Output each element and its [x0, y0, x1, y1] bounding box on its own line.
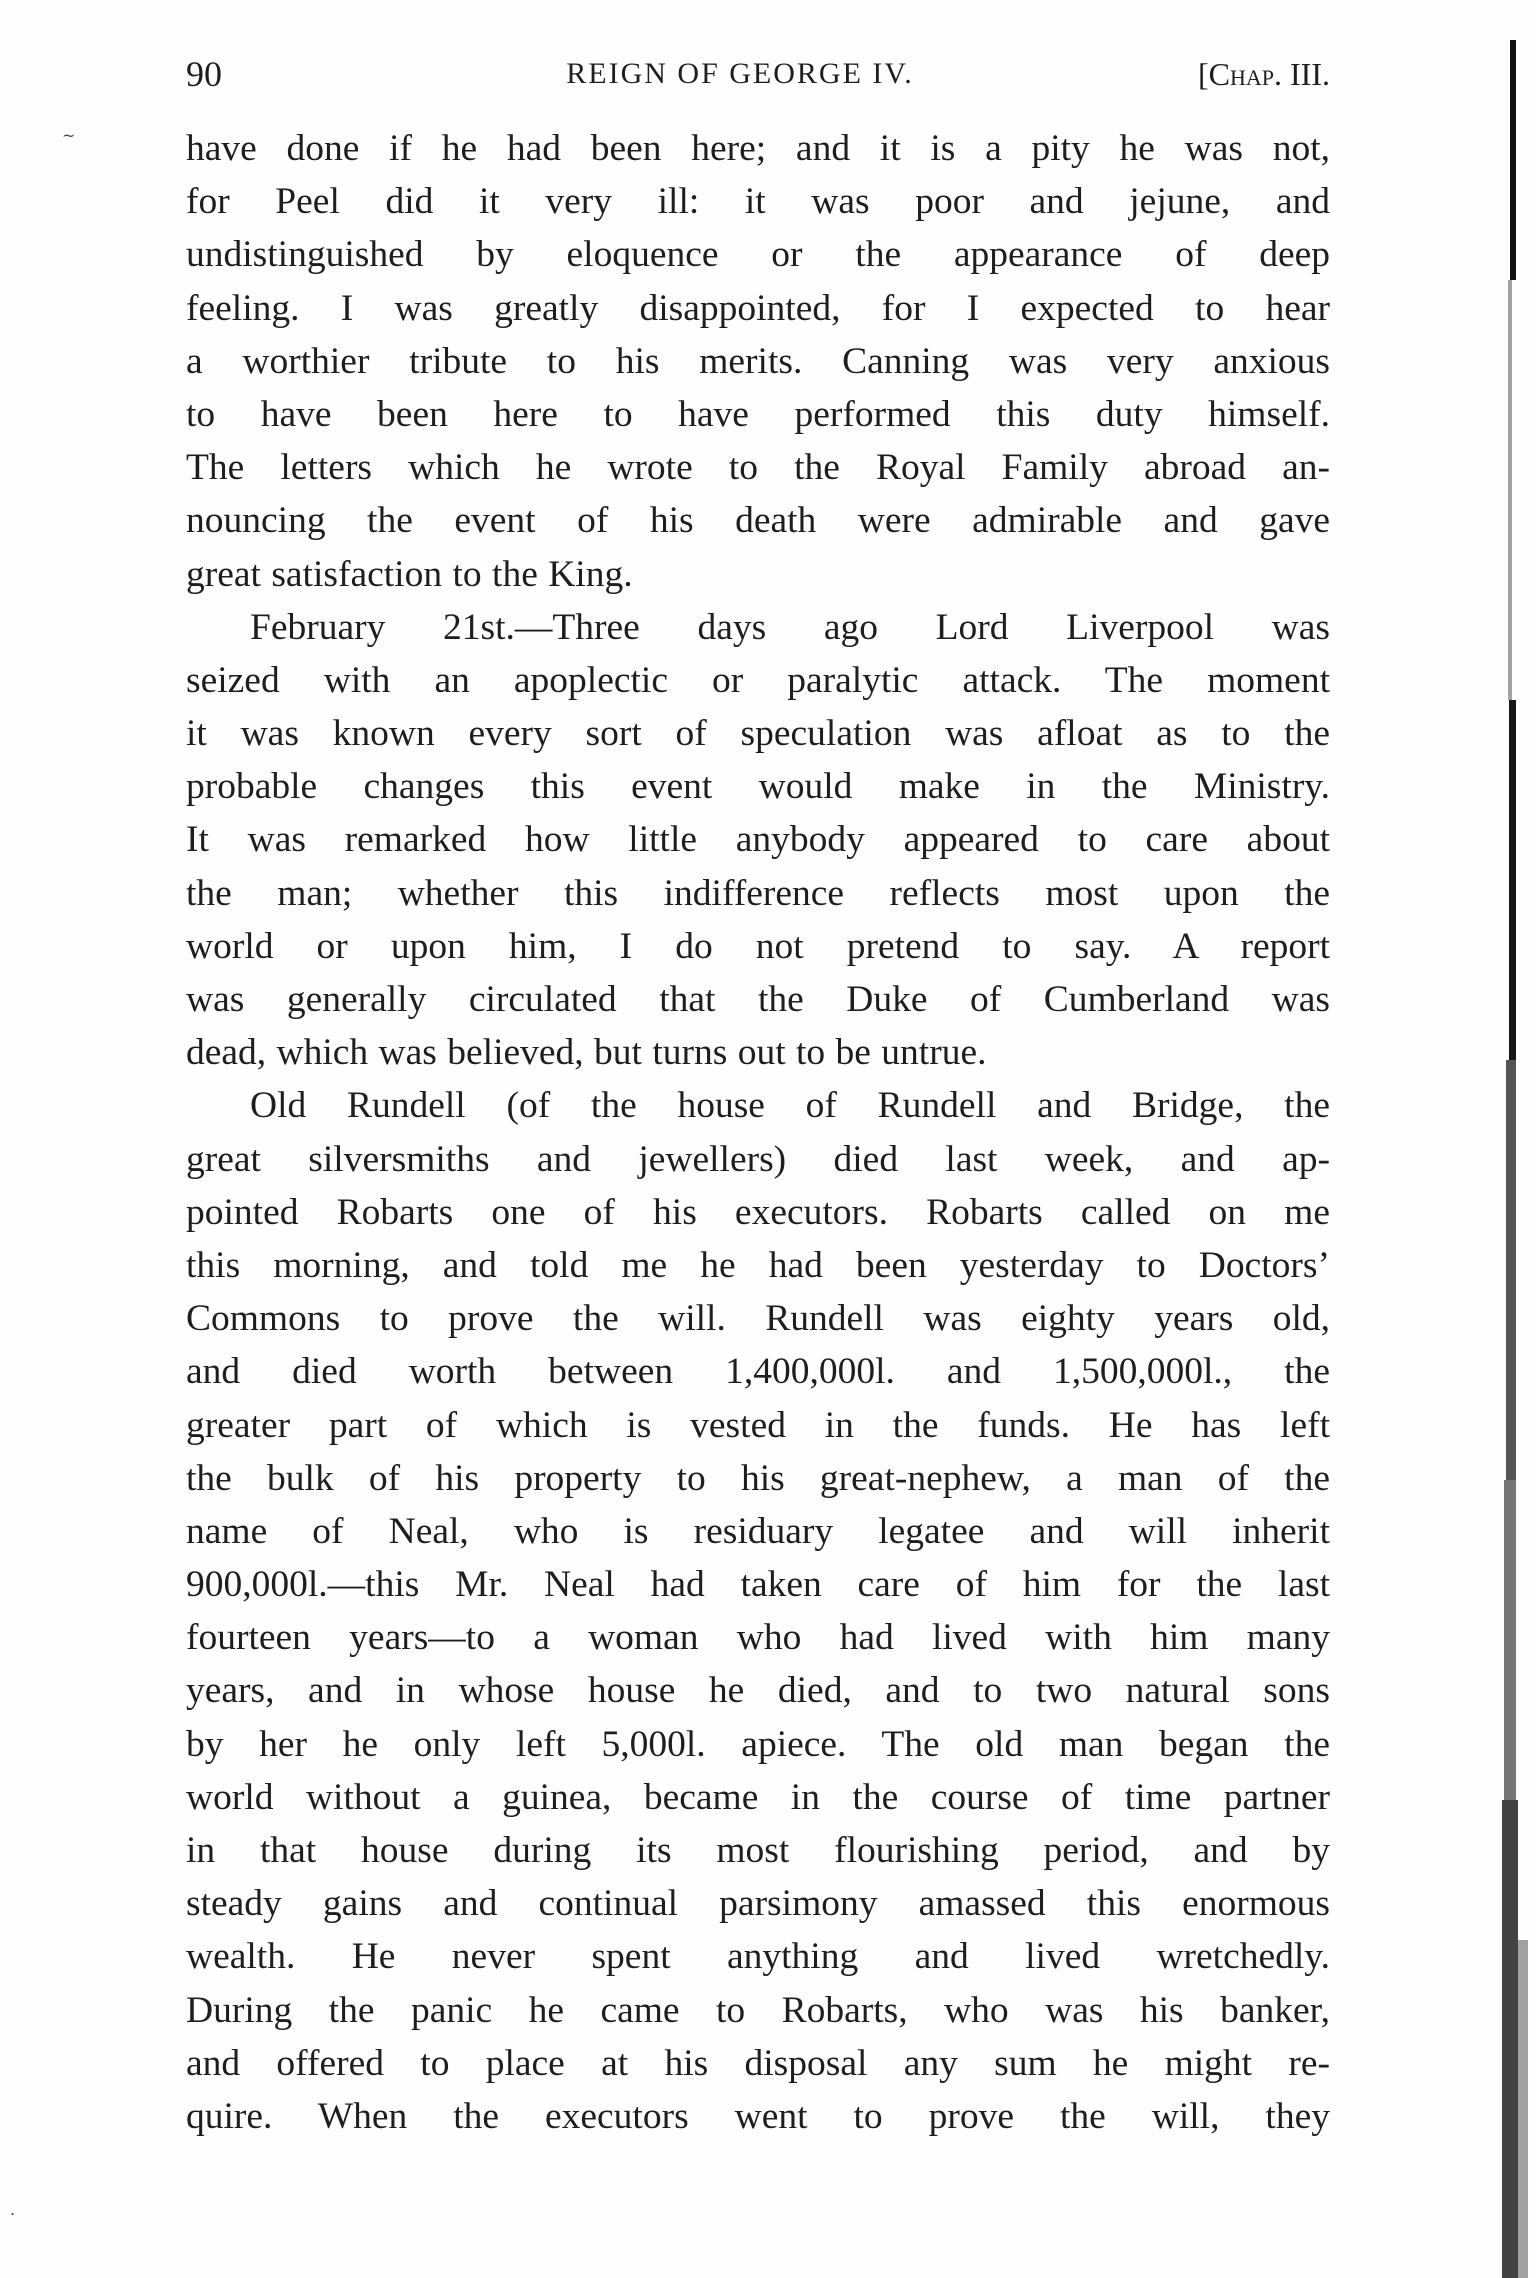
text-line: and offered to place at his disposal any sum he might re-: [186, 2042, 1330, 2084]
text-line: the bulk of his property to his great-nephew, a man of the: [186, 1457, 1330, 1499]
text-line: Commons to prove the will. Rundell was eighty years old,: [186, 1298, 1330, 1340]
body-text: [186, 122, 1330, 2143]
text-line: 900,000l.—this Mr. Neal had taken care of him for the last: [186, 1564, 1330, 1606]
text-line: this morning, and told me he had been yesterday to Doctors’: [186, 1244, 1330, 1286]
text-line: name of Neal, who is residuary legatee and will inherit: [186, 1510, 1330, 1552]
page-gutter-shadow: [1488, 40, 1536, 2278]
text-line: and died worth between 1,400,000l. and 1,500,000l., the: [186, 1351, 1330, 1393]
text-line: years, and in whose house he died, and to two natural sons: [186, 1670, 1330, 1712]
text-line: in that house during its most flourishing period, and by: [186, 1830, 1330, 1871]
text-line: by her he only left 5,000l. apiece. The old man began the: [186, 1723, 1330, 1765]
text-line: fourteen years—to a woman who had lived with him many: [186, 1617, 1330, 1659]
text-line: steady gains and continual parsimony amassed this enormous: [186, 1883, 1330, 1925]
chapter-label: [Chap. III.: [1198, 56, 1330, 92]
scan-speck: ~: [62, 126, 76, 145]
text-line: undistinguished by eloquence or the appearance of deep: [186, 234, 1330, 276]
text-line: pointed Robarts one of his executors. Robarts called on me: [186, 1191, 1330, 1233]
text-line: great silversmiths and jewellers) died last week, and ap-: [186, 1138, 1330, 1180]
text-line: world or upon him, I do not pretend to say. A report: [186, 925, 1330, 967]
scan-speck: .: [10, 2200, 16, 2219]
text-line: greater part of which is vested in the funds. He has left: [186, 1404, 1330, 1446]
running-head: [186, 44, 1330, 104]
running-title: REIGN OF GEORGE IV.: [566, 57, 914, 90]
text-line: nouncing the event of his death were admirable and gave: [186, 500, 1330, 542]
text-line: February 21st.—Three days ago Lord Liverpool was: [250, 606, 1330, 648]
text-line: feeling. I was greatly disappointed, for I expected to hear: [186, 287, 1330, 329]
text-line: a worthier tribute to his merits. Canning was very anxious: [186, 340, 1330, 382]
text-line: During the panic he came to Robarts, who was his banker,: [186, 1989, 1330, 2031]
text-line: The letters which he wrote to the Royal Family abroad an-: [186, 447, 1330, 489]
text-line: It was remarked how little anybody appeared to care about: [186, 819, 1330, 861]
text-line: seized with an apoplectic or paralytic attack. The moment: [186, 659, 1330, 701]
text-line: have done if he had been here; and it is a pity he was not,: [186, 128, 1330, 169]
page-number: 90: [186, 54, 222, 94]
text-line: for Peel did it very ill: it was poor and jejune, and: [186, 181, 1330, 223]
text-line: probable changes this event would make in the Ministry.: [186, 766, 1330, 808]
text-line: wealth. He never spent anything and lived wretchedly.: [186, 1936, 1330, 1978]
text-line: the man; whether this indifference reflects most upon the: [186, 872, 1330, 914]
text-line: world without a guinea, became in the course of time partner: [186, 1776, 1330, 1818]
text-line: to have been here to have performed this duty himself.: [186, 393, 1330, 435]
text-line: Old Rundell (of the house of Rundell and Bridge, the: [250, 1085, 1330, 1127]
text-line: dead, which was believed, but turns out to be untrue.: [186, 1032, 987, 1074]
text-line: quire. When the executors went to prove the will, they: [186, 2095, 1330, 2137]
text-line: it was known every sort of speculation was afloat as to the: [186, 713, 1330, 755]
text-line: was generally circulated that the Duke of Cumberland was: [186, 979, 1330, 1020]
text-line: great satisfaction to the King.: [186, 553, 633, 595]
